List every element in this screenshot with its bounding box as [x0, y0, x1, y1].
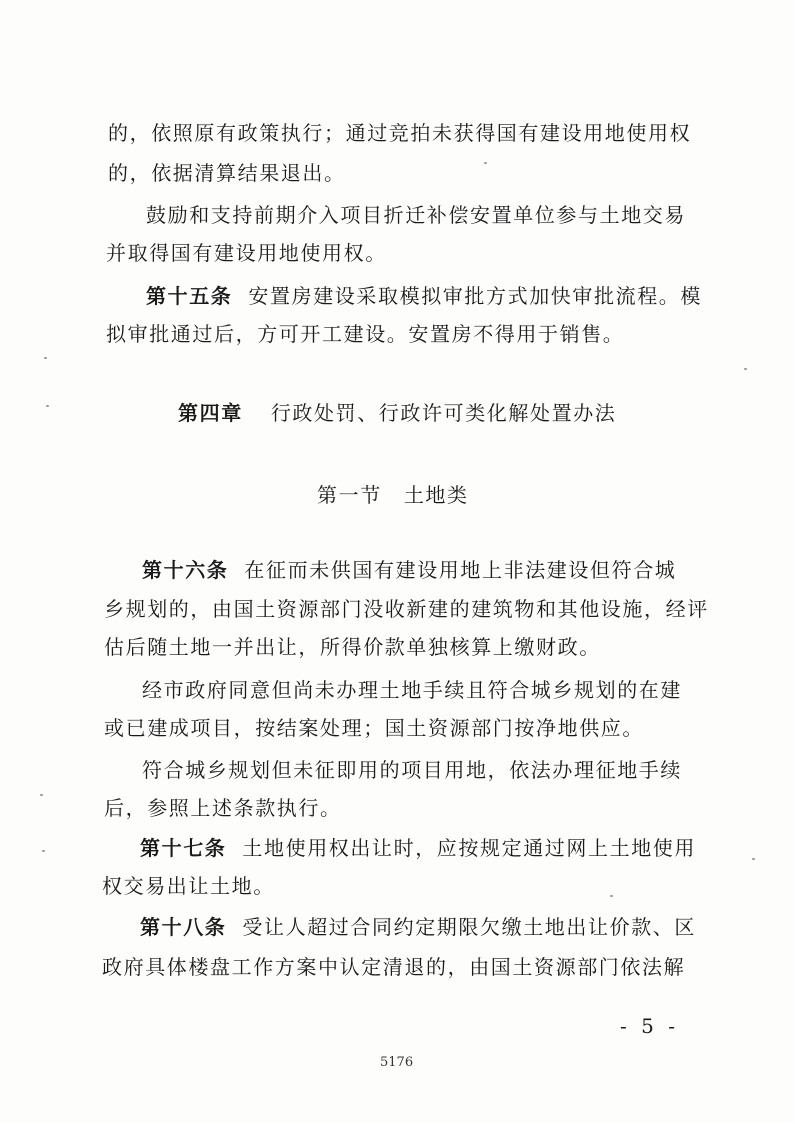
page-number: - 5 - — [620, 1014, 679, 1038]
text-line: 的，依据清算结果退出。 — [108, 161, 346, 185]
scan-speck — [484, 162, 487, 164]
chapter-title: 行政处罚、行政许可类化解处置办法 — [270, 401, 617, 425]
text-line: 政府具体楼盘工作方案中认定清退的，由国土资源部门依法解 — [102, 955, 686, 979]
text-line: 经市政府同意但尚未办理土地手续且符合城乡规划的在建 — [142, 678, 682, 702]
scan-speck — [46, 405, 49, 407]
text-line: 拟审批通过后，方可开工建设。安置房不得用于销售。 — [106, 322, 625, 346]
text-line: 并取得国有建设用地使用权。 — [106, 241, 387, 265]
scan-speck — [40, 794, 43, 796]
text-line: 或已建成项目，按结案处理；国土资源部门按净地供应。 — [104, 716, 644, 740]
article-label: 第十五条 — [146, 284, 233, 308]
chapter-label: 第四章 — [178, 401, 243, 425]
article-17 — [140, 835, 696, 861]
section-label: 第一节 — [317, 483, 382, 507]
scan-speck — [44, 357, 47, 359]
text-line: 权交易出让土地。 — [102, 874, 275, 898]
article-15 — [146, 283, 702, 309]
scan-speck — [744, 368, 747, 370]
article-18 — [140, 914, 696, 940]
scan-speck — [752, 858, 755, 860]
text-line: 后，参照上述条款执行。 — [104, 796, 342, 820]
scan-speck — [610, 895, 613, 897]
text-line: 的，依照原有政策执行；通过竞拍未获得国有建设用地使用权 — [108, 121, 692, 145]
text-line: 估后随土地一并出让，所得价款单独核算上缴财政。 — [104, 635, 601, 659]
article-label: 第十六条 — [142, 558, 229, 582]
scan-speck — [42, 850, 45, 852]
article-text: 安置房建设采取模拟审批方式加快审批流程。模 — [248, 284, 703, 308]
article-text: 土地使用权出让时，应按规定通过网上土地使用 — [242, 836, 697, 860]
stamp-number: 5176 — [380, 1055, 414, 1070]
article-text: 受让人超过合同约定期限欠缴土地出让价款、区 — [242, 915, 697, 939]
section-title: 土地类 — [403, 483, 469, 507]
text-line: 符合城乡规划但未征即用的项目用地，依法办理征地手续 — [142, 758, 682, 782]
section-heading — [317, 482, 469, 508]
article-label: 第十七条 — [140, 836, 227, 860]
text-line: 鼓励和支持前期介入项目折迁补偿安置单位参与土地交易 — [146, 203, 686, 227]
chapter-heading — [178, 400, 616, 426]
article-label: 第十八条 — [140, 915, 227, 939]
article-16 — [142, 557, 676, 583]
article-text: 在征而未供国有建设用地上非法建设但符合城 — [244, 558, 677, 582]
text-line: 乡规划的，由国土资源部门没收新建的建筑物和其他设施，经评 — [104, 597, 709, 621]
